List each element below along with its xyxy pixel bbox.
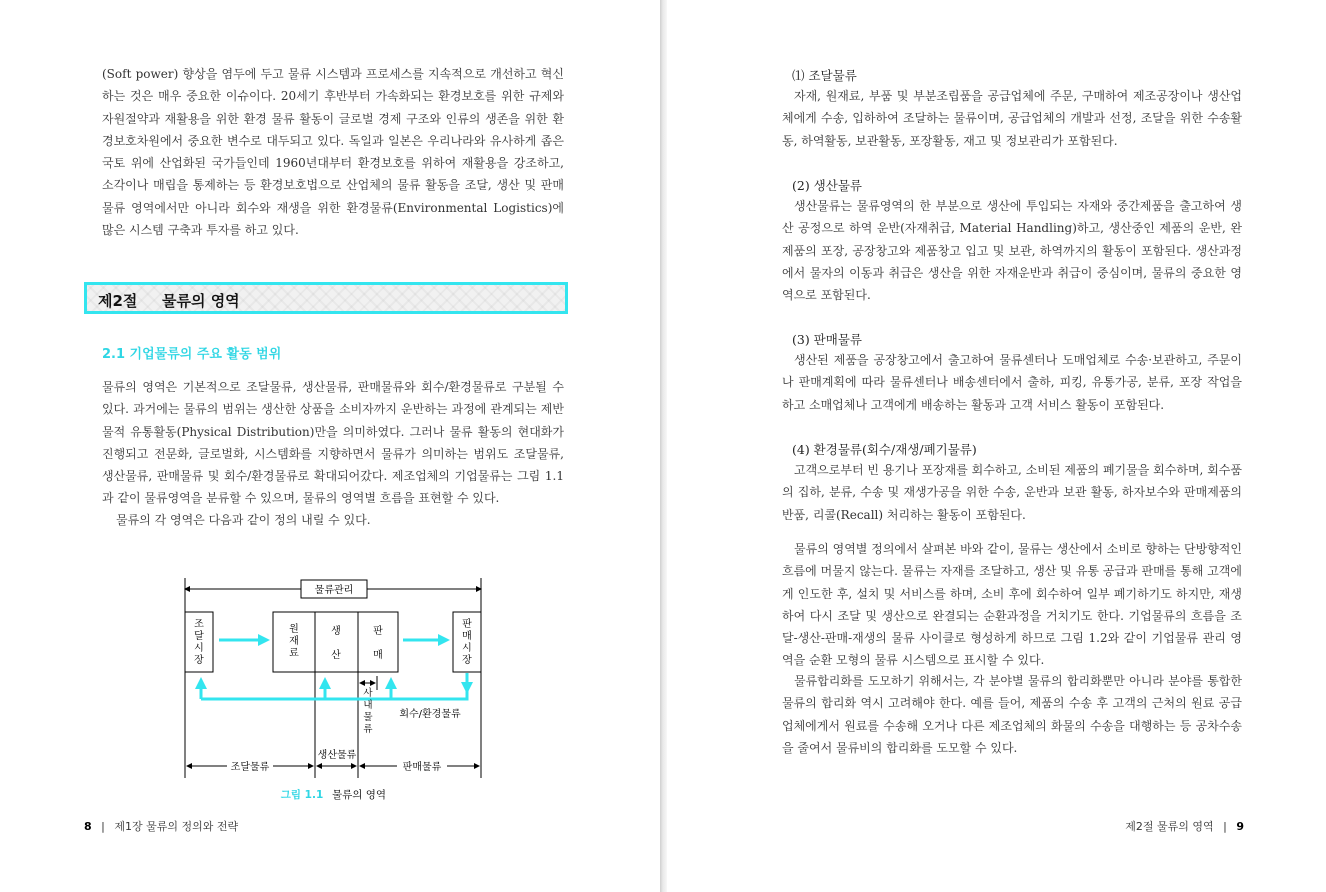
sales-box (358, 612, 398, 672)
book-gutter (660, 0, 667, 892)
bottom-sales-label: 판매물류 (402, 762, 442, 773)
heading-sales: (3) 판매물류 (792, 332, 862, 347)
body-paragraph-short: 물류의 각 영역은 다음과 같이 정의 내릴 수 있다. (116, 513, 371, 527)
heading-environmental: (4) 환경물류(회수/재생/폐기물류) (792, 442, 977, 457)
production-label: 생 산 (331, 626, 341, 661)
heading-procurement: ⑴ 조달물류 (792, 68, 857, 83)
section-number: 제2절 (98, 292, 138, 310)
paragraph-sales: 생산된 제품을 공장창고에서 출고하여 물류센터나 도매업체로 수송·보관하고, 주문이나 판매계획에 따라 물류센터나 배송센터에서 출하, 피킹, 유통가공, 분류, 포장 작업을 하고 소매업체나 고객에게 배송하는 활동과 고객 서비스 활동이 포함된다. (782, 353, 1242, 412)
body-paragraph: 물류의 영역은 기본적으로 조달물류, 생산물류, 판매물류와 회수/환경물류로 구분될 수 있다. 과거에는 물류의 범위는 생산한 상품을 소비자까지 운반하는 과정에 관계되는 제반 물적 유통활동(Physical Distribution)만을 의미하였다. 그러나 물류 활동의 현대화가 진행되고 전문화, 글로벌화, 시스템화를 지향하면서 물류가 의미하는 범위도 조달물류, 생산물류, 판매물류 및 회수/환경물류로 확대되어갔다. 제조업체의 기업물류는 그림 1.1과 같이 물류영역을 분류할 수 있으며, 물류의 영역별 흐름을 표현할 수 있다. (102, 380, 564, 506)
internal-logistics-label: 사 내 물 류 (363, 688, 373, 735)
heading-production: (2) 생산물류 (792, 178, 862, 193)
subsection-title: 2.1 기업물류의 주요 활동 범위 (102, 347, 282, 362)
sales-market-label: 판 매 시 장 (462, 619, 472, 666)
management-label: 물류관리 (314, 585, 354, 596)
raw-material-label: 원 재 료 (289, 624, 299, 659)
footer-separator: | (1223, 820, 1227, 833)
paragraph-rationalization: 물류합리화를 도모하기 위해서는, 각 분야별 물류의 합리화뿐만 아니라 분야를 통합한 물류의 합리화 역시 고려해야 한다. 예를 들어, 제품의 수송 후 고객의 근처의 원료 공급업체에게서 원료를 수송해 오거나 다른 제조업체의 화물의 수송을 대행하는 등 공차수송을 줄여서 물류비의 합리화를 도모할 수 있다. (782, 674, 1242, 755)
paragraph-procurement: 자재, 원재료, 부품 및 부분조립품을 공급업체에 주문, 구매하여 제조공장이나 생산업체에게 수송, 입하하여 조달하는 물류이며, 공급업체의 개발과 선정, 조달을 위한 수송활동, 하역활동, 보관활동, 포장활동, 재고 및 정보관리가 포함된다. (782, 89, 1242, 148)
return-flow-line (201, 673, 467, 699)
figure-caption-text: 물류의 영역 (331, 789, 387, 801)
sales-label: 판 매 (373, 626, 383, 661)
paragraph-cycle: 물류의 영역별 정의에서 살펴본 바와 같이, 물류는 생산에서 소비로 향하는 단방향적인 흐름에 머물지 않는다. 물류는 자재를 조달하고, 생산 및 유통 공급과 판매를 통해 고객에게 인도한 후, 설치 및 서비스를 하며, 소비 후에 회수하여 일부 폐기하기도 하지만, 재생하여 다시 조달 및 생산으로 완결되는 순환과정을 거치기도 한다. 기업물류의 흐름을 조달-생산-판매-재생의 물류 사이클로 형성하게 하므로 그림 1.2와 같이 기업물류 관리 영역을 순환 모형의 물류 시스템으로 표시할 수 있다. (782, 542, 1242, 668)
bottom-production-label: 생산물류 (317, 750, 357, 761)
footer-separator: | (101, 820, 105, 833)
bottom-procurement-label: 조달물류 (230, 762, 270, 773)
figure-caption-number: 그림 1.1 (280, 789, 324, 801)
production-box (315, 612, 358, 672)
return-logistics-label: 회수/환경물류 (399, 709, 461, 720)
paragraph-production: 생산물류는 물류영역의 한 부분으로 생산에 투입되는 자재와 중간제품을 출고하여 생산 공정으로 하역 운반(자재취급, Material Handling)하고, 생산중인 제품의 운반, 완제품의 포장, 공장창고와 제품창고 입고 및 보관, 하역까지의 활동이 포함된다. 생산과정에서 물자의 이동과 취급은 생산을 위한 자재운반과 취급이 중심이며, 물류의 중요한 영역으로 포함된다. (782, 199, 1242, 303)
intro-paragraph: (Soft power) 향상을 염두에 두고 물류 시스템과 프로세스를 지속적으로 개선하고 혁신하는 것은 매우 중요한 이슈이다. 20세기 후반부터 가속화되는 환경보호를 위한 규제와 자원절약과 재활용을 위한 환경 물류 활동이 글로벌 경제 구조와 인류의 생존을 위한 환경보호차원에서 중요한 변수로 대두되고 있다. 독일과 일본은 우리나라와 유사하게 좁은 국토 위에 산업화된 국가들인데 1960년대부터 환경보호를 위하여 재활용을 강조하고, 소각이나 매립을 통제하는 등 환경보호법으로 산업체의 물류 활동을 조달, 생산 및 판매물류 영역에서만 아니라 회수와 재생을 위한 환경물류(Environmental Logistics)에 많은 시스템 구축과 투자를 하고 있다. (102, 67, 564, 238)
footer-section: 제2절 물류의 영역 (1125, 820, 1214, 833)
logistics-area-diagram (175, 572, 495, 812)
footer-chapter: 제1장 물류의 정의와 전략 (114, 820, 239, 833)
left-footer (84, 818, 238, 834)
right-footer (1125, 818, 1244, 834)
right-page-number: 9 (1236, 820, 1244, 833)
procurement-market-label: 조 달 시 장 (194, 619, 204, 666)
paragraph-environmental: 고객으로부터 빈 용기나 포장재를 회수하고, 소비된 제품의 폐기물을 회수하며, 회수품의 집하, 분류, 수송 및 재생가공을 위한 수송, 운반과 보관 활동, 하자보수와 판매제품의 반품, 리콜(Recall) 처리하는 활동이 포함된다. (782, 463, 1242, 522)
section-header-bar (84, 282, 568, 314)
left-page-number: 8 (84, 820, 92, 833)
section-title: 물류의 영역 (162, 292, 240, 310)
